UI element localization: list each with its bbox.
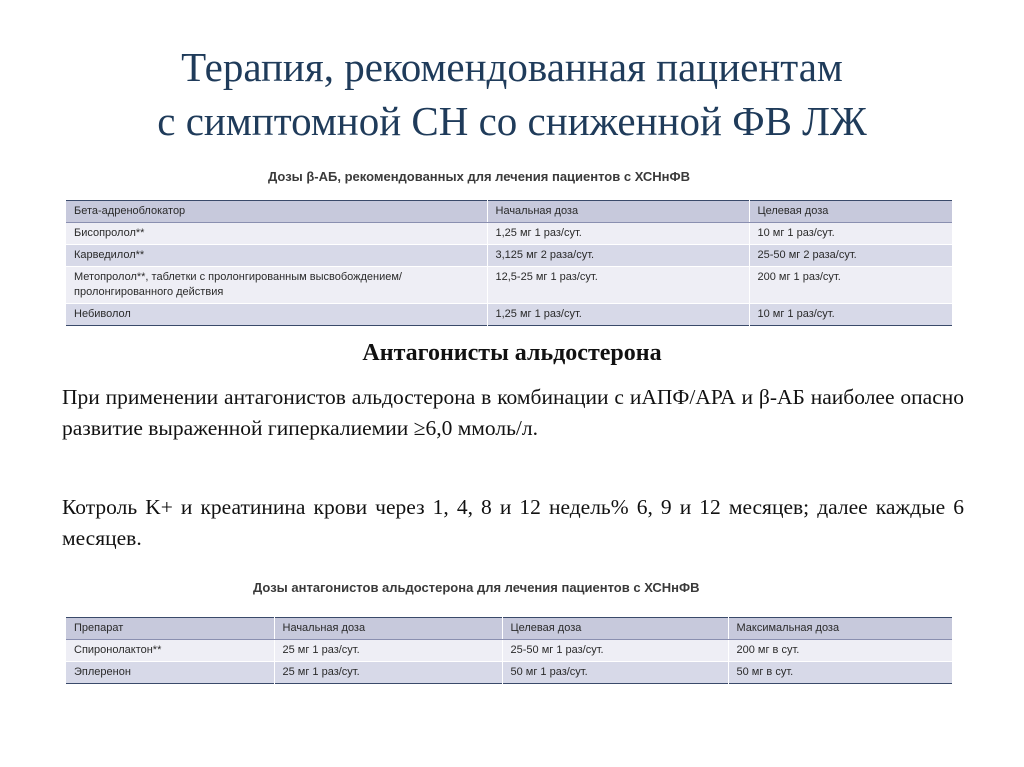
header-cell: Максимальная доза xyxy=(728,618,952,640)
table-cell: Небиволол xyxy=(66,304,487,326)
aldosterone-antagonist-dose-table xyxy=(66,617,952,684)
table-header-row xyxy=(66,201,952,223)
table-cell: 12,5-25 мг 1 раз/сут. xyxy=(487,267,749,304)
table-cell: 25-50 мг 1 раз/сут. xyxy=(502,640,728,662)
slide-title xyxy=(0,40,1024,148)
table-cell: 25 мг 1 раз/сут. xyxy=(274,662,502,684)
paragraph-monitoring: Котроль K+ и креатинина крови через 1, 4, 8 и 12 недель% 6, 9 и 12 месяцев; далее каждые 6 месяцев. xyxy=(62,495,964,550)
table-row xyxy=(66,304,952,326)
table-cell: 50 мг 1 раз/сут. xyxy=(502,662,728,684)
table1-caption: Дозы β-АБ, рекомендованных для лечения пациентов с ХСНнФВ xyxy=(268,169,690,184)
table-cell: 1,25 мг 1 раз/сут. xyxy=(487,223,749,245)
table-row xyxy=(66,640,952,662)
table-row xyxy=(66,267,952,304)
table-cell: 3,125 мг 2 раза/сут. xyxy=(487,245,749,267)
paragraph-hyperkalemia: При применении антагонистов альдостерона в комбинации с иАПФ/АРА и β-АБ наиболее опасно развитие выраженной гиперкалиемии ≥6,0 ммоль/л. xyxy=(62,385,964,440)
slide-title-line-2: с симптомной СН со сниженной ФВ ЛЖ xyxy=(157,98,867,144)
slide-title-line-1: Терапия, рекомендованная пациентам xyxy=(181,44,843,90)
table-cell: 10 мг 1 раз/сут. xyxy=(749,223,952,245)
header-cell: Начальная доза xyxy=(274,618,502,640)
header-cell: Бета-адреноблокатор xyxy=(66,201,487,223)
table-cell: Спиронолактон** xyxy=(66,640,274,662)
table2-caption: Дозы антагонистов альдостерона для лечения пациентов с ХСНнФВ xyxy=(253,580,700,595)
table-cell: Карведилол** xyxy=(66,245,487,267)
table-cell: 200 мг в сут. xyxy=(728,640,952,662)
table-cell: 10 мг 1 раз/сут. xyxy=(749,304,952,326)
table-row xyxy=(66,662,952,684)
table-cell: 200 мг 1 раз/сут. xyxy=(749,267,952,304)
table-cell: Метопролол**, таблетки с пролонгированным высвобождением/ пролонгированного действия xyxy=(66,267,487,304)
table-row xyxy=(66,223,952,245)
table-header-row xyxy=(66,618,952,640)
table-cell: 25 мг 1 раз/сут. xyxy=(274,640,502,662)
table-cell: 1,25 мг 1 раз/сут. xyxy=(487,304,749,326)
table-cell: 50 мг в сут. xyxy=(728,662,952,684)
header-cell: Целевая доза xyxy=(749,201,952,223)
table-cell: Бисопролол** xyxy=(66,223,487,245)
header-cell: Начальная доза xyxy=(487,201,749,223)
table-cell: 25-50 мг 2 раза/сут. xyxy=(749,245,952,267)
table-cell: Эплеренон xyxy=(66,662,274,684)
header-cell: Целевая доза xyxy=(502,618,728,640)
header-cell: Препарат xyxy=(66,618,274,640)
table-row xyxy=(66,245,952,267)
section-heading: Антагонисты альдостерона xyxy=(362,340,662,366)
beta-blocker-dose-table xyxy=(66,200,952,326)
